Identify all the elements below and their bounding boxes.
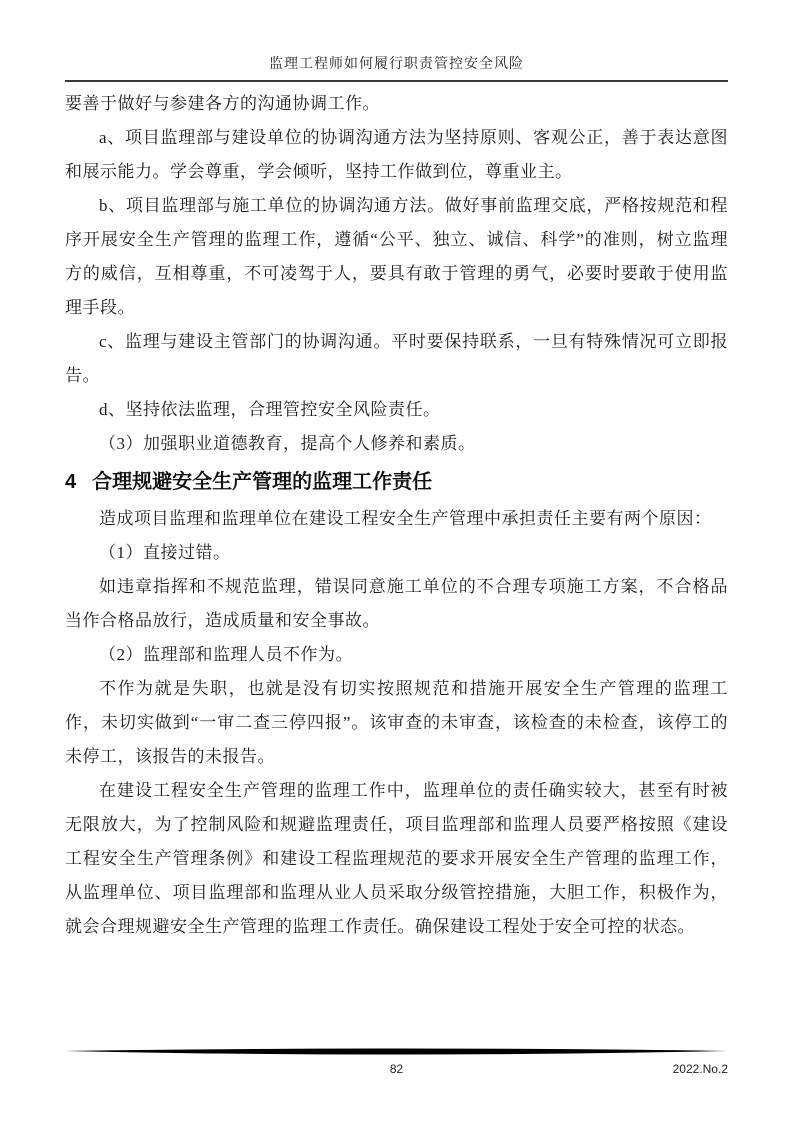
body-paragraph: （3）加强职业道德教育，提高个人修养和素质。 [99, 434, 476, 453]
footer-text-line [65, 1061, 728, 1077]
body-paragraph: 造成项目监理和监理单位在建设工程安全生产管理中承担责任主要有两个原因： [99, 509, 712, 528]
footer-rule-bar [65, 1048, 728, 1058]
issue-label: 2022.No.2 [672, 1062, 728, 1076]
body-paragraph: 不作为就是失职，也就是没有切实按照规范和措施开展安全生产管理的监理工作，未切实做到“一审二查三停四报”。该审查的未审查，该检查的未检查，该停工的未停工，该报告的未报告。 [65, 679, 728, 766]
body-paragraph: （2）监理部和监理人员不作为。 [99, 645, 353, 664]
body-content [65, 87, 728, 944]
running-head-title: 监理工程师如何履行职责管控安全风险 [269, 57, 524, 72]
page-footer [65, 1048, 728, 1077]
section-number: 4 [65, 471, 77, 493]
body-paragraph: 要善于做好与参建各方的沟通协调工作。 [65, 94, 380, 113]
header-rule [65, 80, 728, 82]
section-heading [65, 468, 728, 496]
body-paragraph: b、项目监理部与施工单位的协调沟通方法。做好事前监理交底，严格按规范和程序开展安全生产管理的监理工作，遵循“公平、独立、诚信、科学”的准则，树立监理方的威信，互相尊重，不可凌驾于人，要具有敢于管理的勇气，必要时要敢于使用监理手段。 [65, 196, 728, 317]
body-paragraph: 在建设工程安全生产管理的监理工作中，监理单位的责任确实较大，甚至有时被无限放大，为了控制风险和规避监理责任，项目监理部和监理人员要严格按照《建设工程安全生产管理条例》和建设工程监理规范的要求开展安全生产管理的监理工作，从监理单位、项目监理部和监理从业人员采取分级管控措施，大胆工作，积极作为，就会合理规避安全生产管理的监理工作责任。确保建设工程处于安全可控的状态。 [65, 781, 728, 936]
page-header [65, 0, 728, 82]
body-paragraph: 如违章指挥和不规范监理，错误同意施工单位的不合理专项施工方案，不合格品当作合格品放行，造成质量和安全事故。 [65, 577, 728, 630]
body-paragraph: c、监理与建设主管部门的协调沟通。平时要保持联系，一旦有特殊情况可立即报告。 [65, 332, 728, 385]
section-title: 合理规避安全生产管理的监理工作责任 [92, 471, 433, 493]
page-number: 82 [389, 1062, 404, 1076]
body-paragraph: （1）直接过错。 [99, 543, 231, 562]
body-paragraph: a、项目监理部与建设单位的协调沟通方法为坚持原则、客观公正，善于表达意图和展示能力。学会尊重，学会倾听，坚持工作做到位，尊重业主。 [65, 128, 728, 181]
body-paragraph: d、坚持依法监理，合理管控安全风险责任。 [99, 400, 441, 419]
